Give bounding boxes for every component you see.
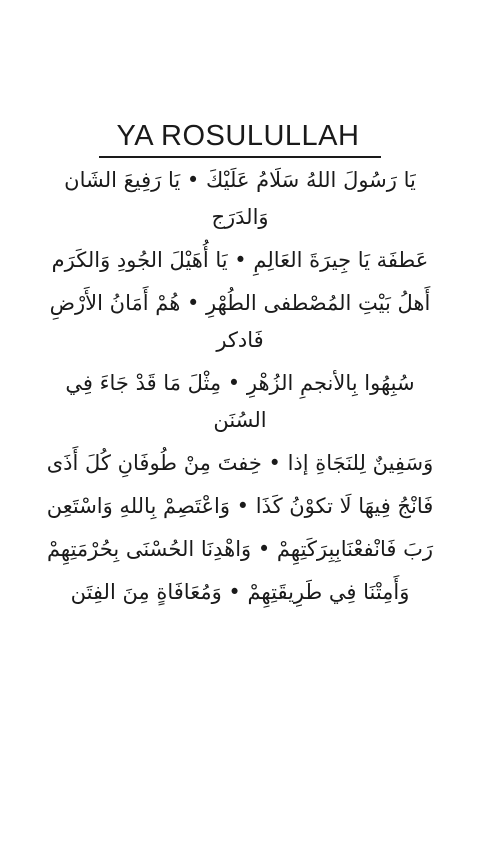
verse-8: وَأَمِتْنَا فِي طَرِيقَتِهِمْ • وَمُعَافَاةٍ مِنَ الفِتَن — [70, 580, 410, 604]
page-title-text: YA ROSULULLAH — [99, 120, 382, 158]
verse-1: يَا رَسُولَ اللهُ سَلَامُ عَلَيْكَ • يَا رَفِيعَ الشَان وَالدَرَج — [64, 168, 416, 229]
verse-6: فَانْجُ فِيهَا لَا تكوْنُ كَذَا • وَاعْتَصِمْ بِاللهِ وَاسْتَعِن — [46, 494, 434, 518]
verses-list — [44, 162, 436, 617]
verse-4: سُبِهُوا بِالأنجمِ الزُهْرِ • مِثْلَ مَا قَدْ جَاءَ فِي السُنَن — [65, 371, 415, 432]
verse-7: رَبَ فَانْفعْنَابِبِرَكَتِهِمْ • وَاهْدِنَا الحُسْنَى بِحُرْمَتِهِمْ — [46, 537, 434, 561]
verse-5: وَسَفِينٌ لِلنَجَاةِ إذا • خِفتَ مِنْ طُوفَانِ كُلَ أَذَى — [46, 451, 434, 475]
verse-3: أَهلُ بَيْتِ المُصْطفى الطُهْرِ • هُمْ أَمَانُ الأَرْضِ فَادكر — [49, 291, 431, 352]
page-title — [0, 120, 480, 158]
verse-2: عَطفَة يَا جِيرَةَ العَالِمِ • يَا أُهَيْلَ الجُودِ وَالكَرَم — [51, 248, 429, 272]
